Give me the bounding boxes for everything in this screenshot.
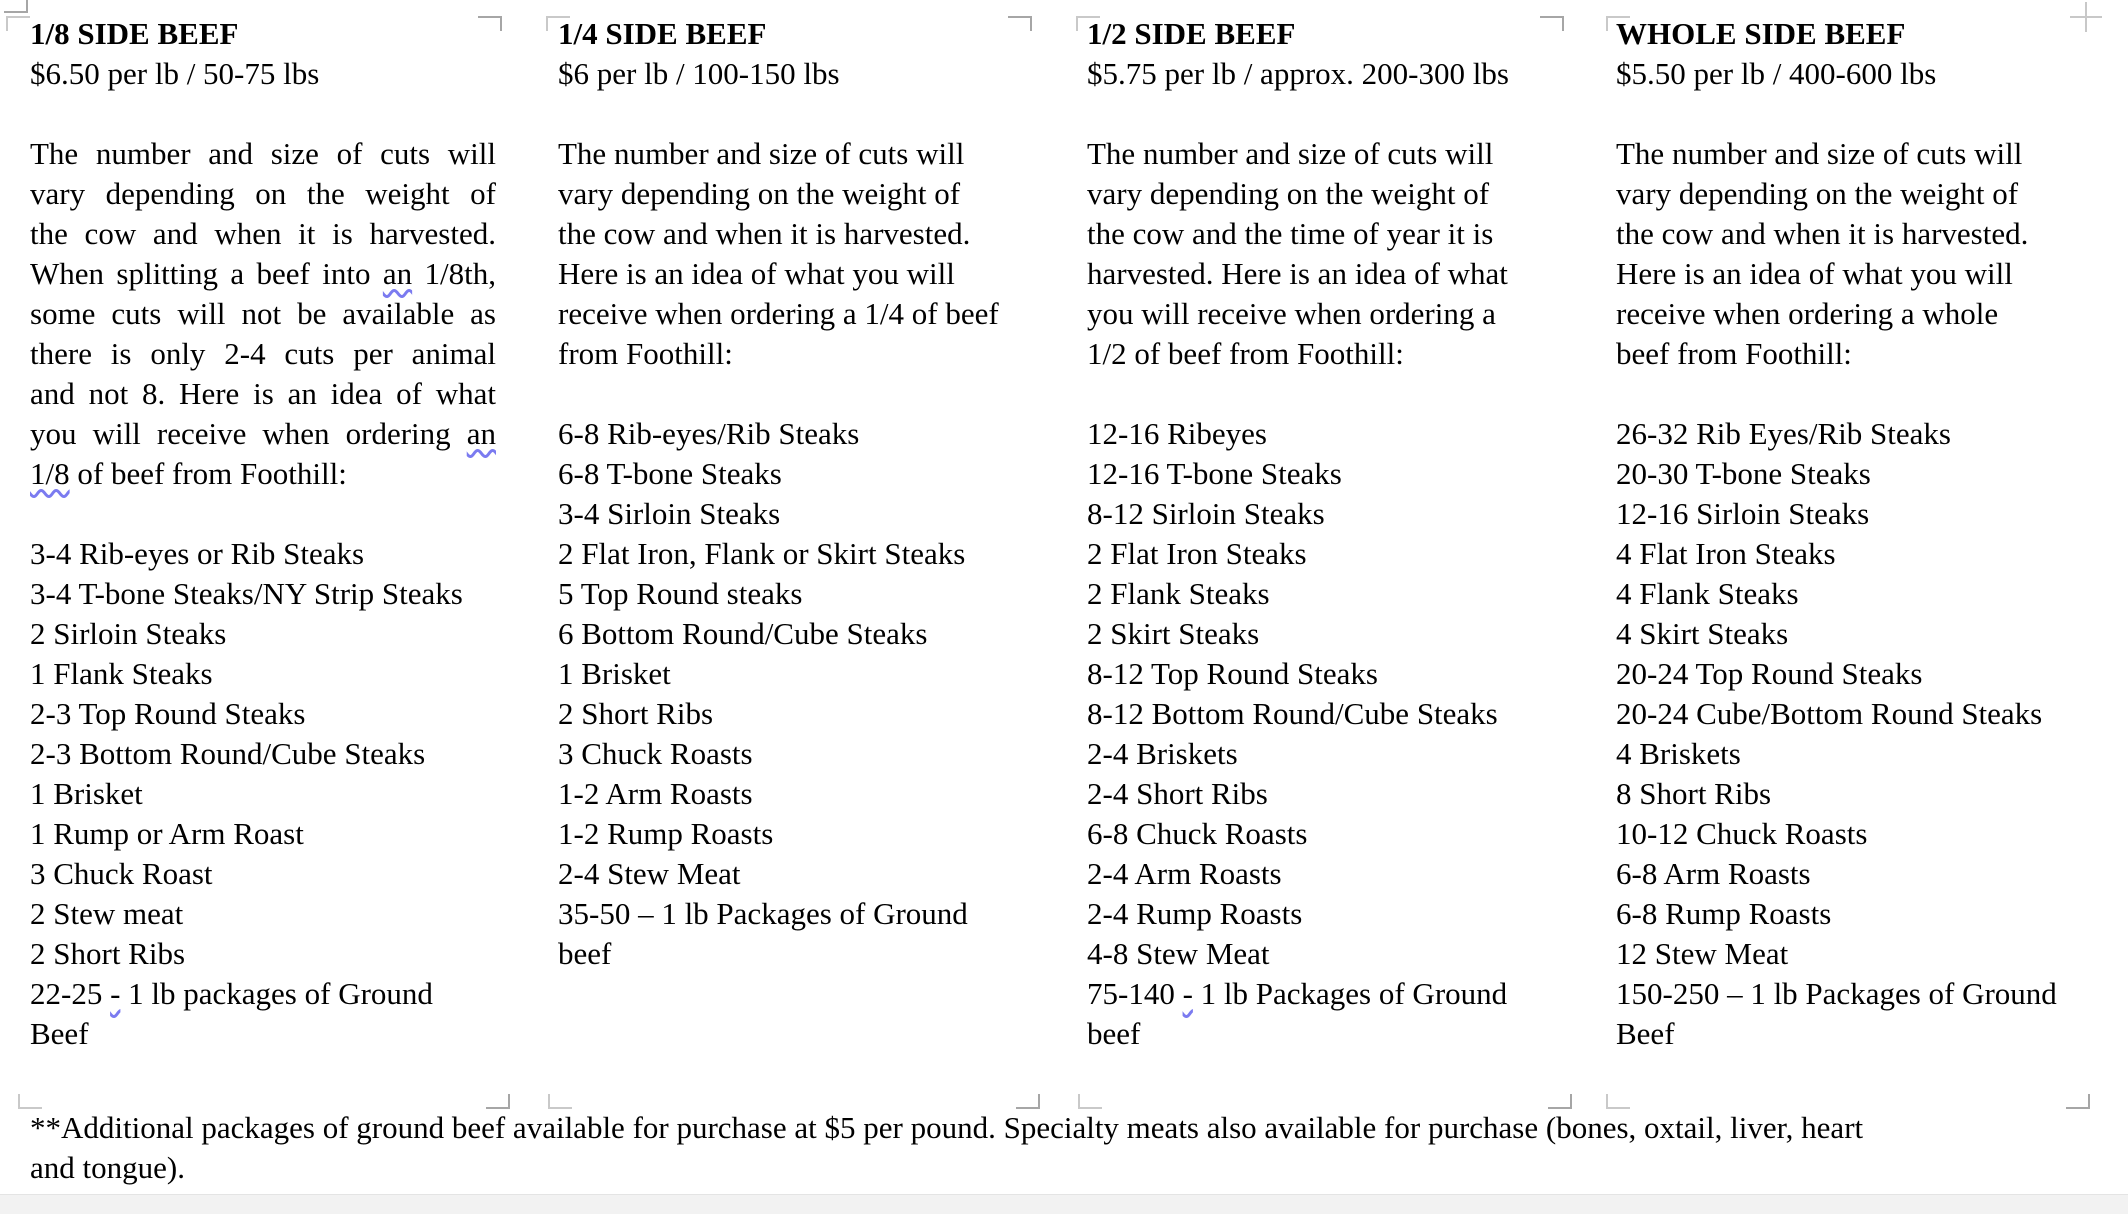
text-line xyxy=(1087,974,1553,1014)
text-segment: you will receive when ordering a xyxy=(1087,296,1496,331)
text-line xyxy=(30,974,496,1014)
text-line xyxy=(1087,254,1553,294)
cut-list xyxy=(1087,414,1553,1054)
text-segment: beef xyxy=(558,936,612,971)
text-boundary-mark xyxy=(6,16,30,31)
text-line xyxy=(558,614,1024,654)
grammar-squiggle: - xyxy=(1182,976,1193,1011)
text-line xyxy=(1087,854,1553,894)
text-line xyxy=(30,1108,2100,1148)
text-segment: 4 Flank Steaks xyxy=(1616,576,1799,611)
text-line xyxy=(30,1014,496,1054)
text-line xyxy=(1616,134,2082,174)
text-line xyxy=(558,534,1024,574)
text-line xyxy=(1087,654,1553,694)
text-line xyxy=(1087,494,1553,534)
text-segment: Beef xyxy=(30,1016,89,1051)
text-boundary-mark xyxy=(1606,1094,1630,1109)
text-segment: 1-2 Arm Roasts xyxy=(558,776,753,811)
text-segment: 6 Bottom Round/Cube Steaks xyxy=(558,616,928,651)
text-boundary-mark xyxy=(1008,16,1032,31)
footer-note xyxy=(30,1108,2100,1188)
page-bottom-edge xyxy=(0,1194,2128,1214)
text-line xyxy=(30,334,496,374)
text-segment: 6-8 T-bone Steaks xyxy=(558,456,782,491)
text-line xyxy=(30,854,496,894)
text-line xyxy=(558,294,1024,334)
text-segment: the cow and when it is harvested. xyxy=(558,216,971,251)
section-title: 1/4 SIDE BEEF xyxy=(558,16,767,51)
text-boundary-mark xyxy=(548,1094,572,1109)
price-line: $5.50 per lb / 400-600 lbs xyxy=(1616,56,1937,91)
text-segment: 2-3 Top Round Steaks xyxy=(30,696,306,731)
text-line xyxy=(30,1148,2100,1188)
text-line xyxy=(558,454,1024,494)
text-segment: 8-12 Top Round Steaks xyxy=(1087,656,1378,691)
text-segment: 1/8th, xyxy=(412,256,496,291)
text-segment: 150-250 – 1 lb Packages of Ground xyxy=(1616,976,2057,1011)
text-segment: vary depending on the weight of xyxy=(558,176,961,211)
text-segment: 3-4 T-bone Steaks/NY Strip Steaks xyxy=(30,576,463,611)
text-line xyxy=(558,814,1024,854)
text-line xyxy=(1087,734,1553,774)
text-line xyxy=(1616,334,2082,374)
text-line xyxy=(1087,174,1553,214)
text-boundary-mark xyxy=(1606,16,1630,31)
text-boundary-mark xyxy=(478,16,502,31)
text-segment: 1-2 Rump Roasts xyxy=(558,816,774,851)
text-line xyxy=(1616,254,2082,294)
text-segment: 8-12 Sirloin Steaks xyxy=(1087,496,1325,531)
text-segment: and not 8. Here is an idea of what xyxy=(30,376,496,411)
text-line xyxy=(558,734,1024,774)
text-line xyxy=(558,494,1024,534)
text-segment: 1 Brisket xyxy=(30,776,143,811)
text-segment: the cow and when it is harvested. xyxy=(30,216,496,251)
price-line: $6.50 per lb / 50-75 lbs xyxy=(30,56,320,91)
text-line xyxy=(1087,1014,1553,1054)
text-line xyxy=(30,534,496,574)
description-paragraph xyxy=(1616,134,2082,374)
text-segment: 3-4 Rib-eyes or Rib Steaks xyxy=(30,536,365,571)
text-segment: 2 Flank Steaks xyxy=(1087,576,1270,611)
text-segment: beef from Foothill: xyxy=(1616,336,1852,371)
text-segment: 6-8 Chuck Roasts xyxy=(1087,816,1308,851)
text-segment: receive when ordering a 1/4 of beef xyxy=(558,296,999,331)
text-segment: 2 Skirt Steaks xyxy=(1087,616,1260,651)
text-segment: 12 Stew Meat xyxy=(1616,936,1789,971)
text-segment: 3 Chuck Roasts xyxy=(558,736,753,771)
text-segment: 4 Skirt Steaks xyxy=(1616,616,1789,651)
text-line xyxy=(1616,974,2082,1014)
text-segment: 1 lb Packages of Ground xyxy=(1192,976,1508,1011)
text-segment: 1 Rump or Arm Roast xyxy=(30,816,304,851)
description-paragraph xyxy=(1087,134,1553,374)
text-segment: 2 Short Ribs xyxy=(558,696,714,731)
section-title: WHOLE SIDE BEEF xyxy=(1616,16,1906,51)
text-segment: 10-12 Chuck Roasts xyxy=(1616,816,1868,851)
text-segment: from Foothill: xyxy=(558,336,733,371)
text-line xyxy=(558,854,1024,894)
text-segment: 4-8 Stew Meat xyxy=(1087,936,1270,971)
text-boundary-mark xyxy=(486,1094,510,1109)
grammar-squiggle: an xyxy=(466,416,496,451)
text-line xyxy=(1087,214,1553,254)
text-line xyxy=(1616,654,2082,694)
text-line xyxy=(1087,534,1553,574)
text-segment: 4 Flat Iron Steaks xyxy=(1616,536,1836,571)
text-segment: harvested. Here is an idea of what xyxy=(1087,256,1508,291)
text-boundary-mark xyxy=(1540,16,1564,31)
text-segment: Here is an idea of what you will xyxy=(1616,256,2013,291)
text-line xyxy=(1087,574,1553,614)
text-segment: 20-24 Cube/Bottom Round Steaks xyxy=(1616,696,2043,731)
text-segment: The number and size of cuts will xyxy=(30,136,496,171)
text-segment: there is only 2-4 cuts per animal xyxy=(30,336,496,371)
text-segment: The number and size of cuts will xyxy=(1087,136,1494,171)
cut-list xyxy=(1616,414,2082,1054)
text-line xyxy=(30,174,496,214)
text-line xyxy=(30,454,496,494)
text-segment: When splitting a beef into xyxy=(30,256,383,291)
table-boundary-crosshair-icon xyxy=(2085,2,2087,32)
text-line xyxy=(1087,694,1553,734)
text-segment: some cuts will not be available as xyxy=(30,296,496,331)
text-segment: 3 Chuck Roast xyxy=(30,856,213,891)
text-line xyxy=(30,894,496,934)
text-segment: 8 Short Ribs xyxy=(1616,776,1772,811)
grammar-squiggle: 1/8 xyxy=(30,456,70,491)
text-line xyxy=(558,414,1024,454)
text-segment: 26-32 Rib Eyes/Rib Steaks xyxy=(1616,416,1951,451)
text-line xyxy=(1616,854,2082,894)
text-segment: Beef xyxy=(1616,1016,1675,1051)
text-segment: 6-8 Rib-eyes/Rib Steaks xyxy=(558,416,860,451)
text-line xyxy=(558,134,1024,174)
text-boundary-mark xyxy=(1016,1094,1040,1109)
text-segment: 2-4 Stew Meat xyxy=(558,856,741,891)
text-line xyxy=(1616,454,2082,494)
text-line xyxy=(30,814,496,854)
text-line xyxy=(558,174,1024,214)
column-eighth-side-beef xyxy=(30,14,496,1054)
text-line xyxy=(558,894,1024,934)
text-segment: 2 Sirloin Steaks xyxy=(30,616,227,651)
text-line xyxy=(1087,334,1553,374)
text-segment: vary depending on the weight of xyxy=(30,176,496,211)
text-line xyxy=(558,334,1024,374)
text-line xyxy=(1616,774,2082,814)
text-line xyxy=(30,734,496,774)
text-line xyxy=(30,254,496,294)
text-segment: 2-4 Rump Roasts xyxy=(1087,896,1303,931)
text-segment: 35-50 – 1 lb Packages of Ground xyxy=(558,896,968,931)
text-segment: 5 Top Round steaks xyxy=(558,576,803,611)
column-whole-side-beef xyxy=(1616,14,2082,1054)
text-line xyxy=(1087,454,1553,494)
text-segment: 12-16 T-bone Steaks xyxy=(1087,456,1342,491)
text-boundary-mark xyxy=(2066,1094,2090,1109)
section-title: 1/8 SIDE BEEF xyxy=(30,16,239,51)
text-segment: 2-3 Bottom Round/Cube Steaks xyxy=(30,736,426,771)
text-segment: 1 lb packages of Ground xyxy=(120,976,433,1011)
description-paragraph xyxy=(558,134,1024,374)
description-paragraph xyxy=(30,134,496,494)
text-segment: 75-140 xyxy=(1087,976,1183,1011)
text-line xyxy=(30,774,496,814)
text-line xyxy=(1087,774,1553,814)
text-line xyxy=(558,934,1024,974)
text-line xyxy=(30,574,496,614)
text-segment: 20-24 Top Round Steaks xyxy=(1616,656,1923,691)
text-line xyxy=(1616,214,2082,254)
text-line xyxy=(30,294,496,334)
column-half-side-beef xyxy=(1087,14,1553,1054)
text-line xyxy=(1616,574,2082,614)
text-segment: 8-12 Bottom Round/Cube Steaks xyxy=(1087,696,1498,731)
text-line xyxy=(1616,534,2082,574)
text-segment: 2 Flat Iron, Flank or Skirt Steaks xyxy=(558,536,966,571)
text-segment: 2-4 Arm Roasts xyxy=(1087,856,1282,891)
text-line xyxy=(1616,934,2082,974)
text-line xyxy=(1087,894,1553,934)
text-segment: and tongue). xyxy=(30,1150,185,1185)
text-line xyxy=(558,214,1024,254)
text-line xyxy=(1616,894,2082,934)
grammar-squiggle: an xyxy=(382,256,413,291)
text-line xyxy=(1616,1014,2082,1054)
cut-list xyxy=(30,534,496,1054)
text-line xyxy=(1087,294,1553,334)
text-segment: of beef from Foothill: xyxy=(69,456,347,491)
section-title: 1/2 SIDE BEEF xyxy=(1087,16,1296,51)
text-segment: 2 Short Ribs xyxy=(30,936,186,971)
price-line: $6 per lb / 100-150 lbs xyxy=(558,56,840,91)
text-line xyxy=(1087,934,1553,974)
text-line xyxy=(30,654,496,694)
text-segment: 4 Briskets xyxy=(1616,736,1741,771)
text-segment: 2-4 Short Ribs xyxy=(1087,776,1268,811)
text-segment: The number and size of cuts will xyxy=(558,136,965,171)
text-segment: the cow and when it is harvested. xyxy=(1616,216,2029,251)
text-line xyxy=(30,934,496,974)
text-line xyxy=(30,614,496,654)
text-segment: 6-8 Arm Roasts xyxy=(1616,856,1811,891)
text-segment: 6-8 Rump Roasts xyxy=(1616,896,1832,931)
text-line xyxy=(1616,814,2082,854)
text-line xyxy=(1616,734,2082,774)
price-line: $5.75 per lb / approx. 200-300 lbs xyxy=(1087,56,1509,91)
text-boundary-mark xyxy=(546,16,570,31)
text-line xyxy=(30,134,496,174)
text-segment: you will receive when ordering xyxy=(30,416,467,451)
column-quarter-side-beef xyxy=(558,14,1024,974)
text-segment: 3-4 Sirloin Steaks xyxy=(558,496,781,531)
text-line xyxy=(30,214,496,254)
text-boundary-mark xyxy=(1076,16,1100,31)
text-line xyxy=(30,694,496,734)
text-boundary-mark xyxy=(18,1094,42,1109)
text-line xyxy=(30,414,496,454)
text-segment: 12-16 Sirloin Steaks xyxy=(1616,496,1870,531)
cut-list xyxy=(558,414,1024,974)
text-segment: 12-16 Ribeyes xyxy=(1087,416,1267,451)
text-line xyxy=(558,774,1024,814)
text-segment: 1 Flank Steaks xyxy=(30,656,213,691)
text-line xyxy=(1087,814,1553,854)
text-segment: vary depending on the weight of xyxy=(1087,176,1490,211)
text-segment: The number and size of cuts will xyxy=(1616,136,2023,171)
text-line xyxy=(558,254,1024,294)
text-segment: 2 Stew meat xyxy=(30,896,184,931)
text-segment: 22-25 xyxy=(30,976,111,1011)
text-segment: 1 Brisket xyxy=(558,656,671,691)
text-segment: the cow and the time of year it is xyxy=(1087,216,1494,251)
text-line xyxy=(558,694,1024,734)
text-segment: 2-4 Briskets xyxy=(1087,736,1238,771)
text-line xyxy=(1616,494,2082,534)
text-segment: 20-30 T-bone Steaks xyxy=(1616,456,1871,491)
text-segment: vary depending on the weight of xyxy=(1616,176,2019,211)
text-segment: receive when ordering a whole xyxy=(1616,296,1999,331)
text-line xyxy=(558,654,1024,694)
text-line xyxy=(1087,414,1553,454)
text-segment: 2 Flat Iron Steaks xyxy=(1087,536,1307,571)
text-line xyxy=(30,374,496,414)
grammar-squiggle: - xyxy=(110,976,121,1011)
text-boundary-mark xyxy=(1078,1094,1102,1109)
text-line xyxy=(1087,614,1553,654)
text-line xyxy=(1087,134,1553,174)
text-segment: Here is an idea of what you will xyxy=(558,256,955,291)
text-segment: 1/2 of beef from Foothill: xyxy=(1087,336,1404,371)
text-line xyxy=(1616,614,2082,654)
text-line xyxy=(1616,294,2082,334)
text-line xyxy=(1616,174,2082,214)
text-boundary-mark xyxy=(1548,1094,1572,1109)
text-line xyxy=(558,574,1024,614)
text-segment: beef xyxy=(1087,1016,1141,1051)
text-line xyxy=(1616,694,2082,734)
text-boundary-mark xyxy=(4,0,28,13)
text-segment: **Additional packages of ground beef available for purchase at $5 per pound. Specialty meats also available for purchase (bones, oxtail, liver, heart xyxy=(30,1110,1864,1145)
text-line xyxy=(1616,414,2082,454)
